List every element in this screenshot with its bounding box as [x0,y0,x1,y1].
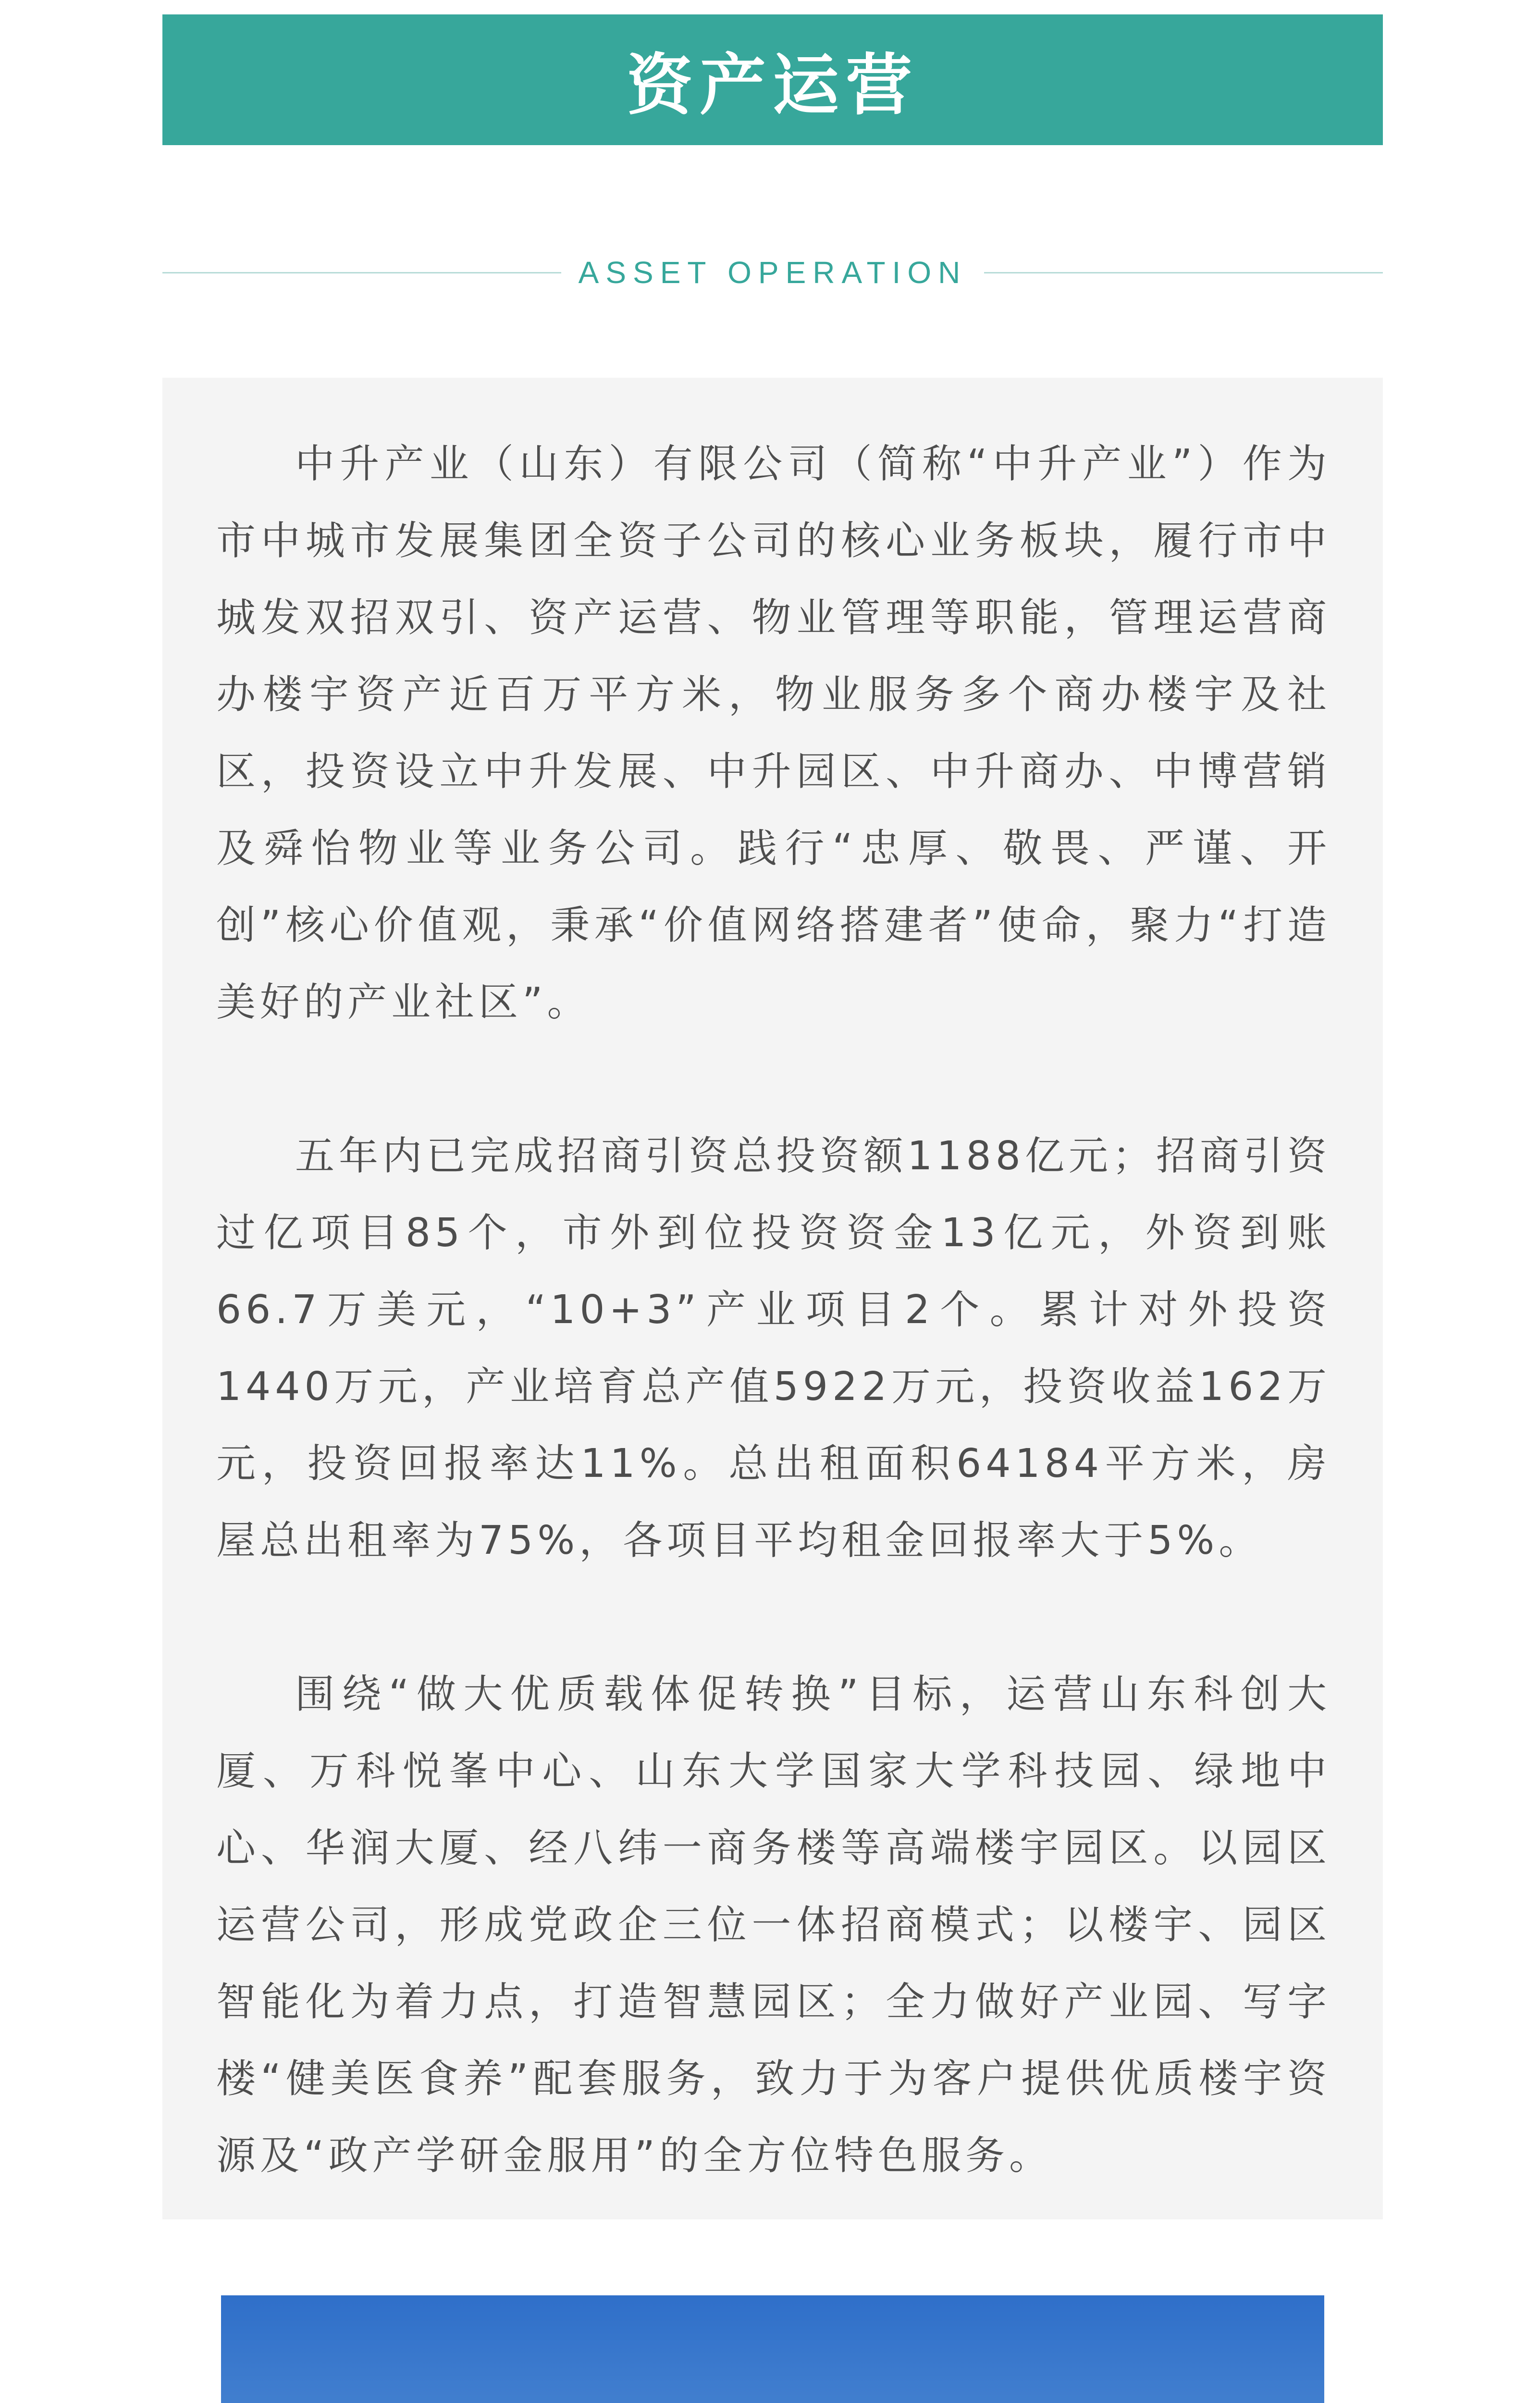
section-subtitle: ASSET OPERATION [578,255,967,290]
paragraph-operation-goals: 围绕“做大优质载体促转换”目标，运营山东科创大厦、万科悦峯中心、山东大学国家大学科技园、绿地中心、华润大厦、经八纬一商务楼等高端楼宇园区。以园区运营公司，形成党政企三位一体招商模式；以楼宇、园区智能化为着力点，打造智慧园区；全力做好产业园、写字楼“健美医食养”配套服务，致力于为客户提供优质楼宇资源及“政产学研金服用”的全方位特色服务。 [216,1672,1331,2179]
skyline-illustration [221,2295,1324,2403]
subtitle-divider [162,251,1383,294]
page-title: 资产运营 [626,47,919,124]
title-banner [162,14,1383,145]
intro-text-panel [162,378,1383,2219]
paragraph-investment-stats: 五年内已完成招商引资总投资额1188亿元；招商引资过亿项目85个，市外到位投资资金13亿元，外资到账66.7万美元，“10+3”产业项目2个。累计对外投资1440万元，产业培育总产值5922万元，投资收益162万元，投资回报率达11%。总出租面积64184平方米，房屋总出租率为75%，各项目平均租金回报率大于5%。 [216,1133,1331,1563]
paragraph-company-intro: 中升产业（山东）有限公司（简称“中升产业”）作为市中城市发展集团全资子公司的核心业务板块，履行市中城发双招双引、资产运营、物业管理等职能，管理运营商办楼宇资产近百万平方米，物业服务多个商办楼宇及社区，投资设立中升发展、中升园区、中升商办、中博营销及舜怡物业等业务公司。践行“忠厚、敬畏、严谨、开创”核心价值观，秉承“价值网络搭建者”使命，聚力“打造美好的产业社区”。 [216,441,1331,1025]
divider-line-right [984,272,1383,273]
skyline-photo [221,2295,1324,2403]
